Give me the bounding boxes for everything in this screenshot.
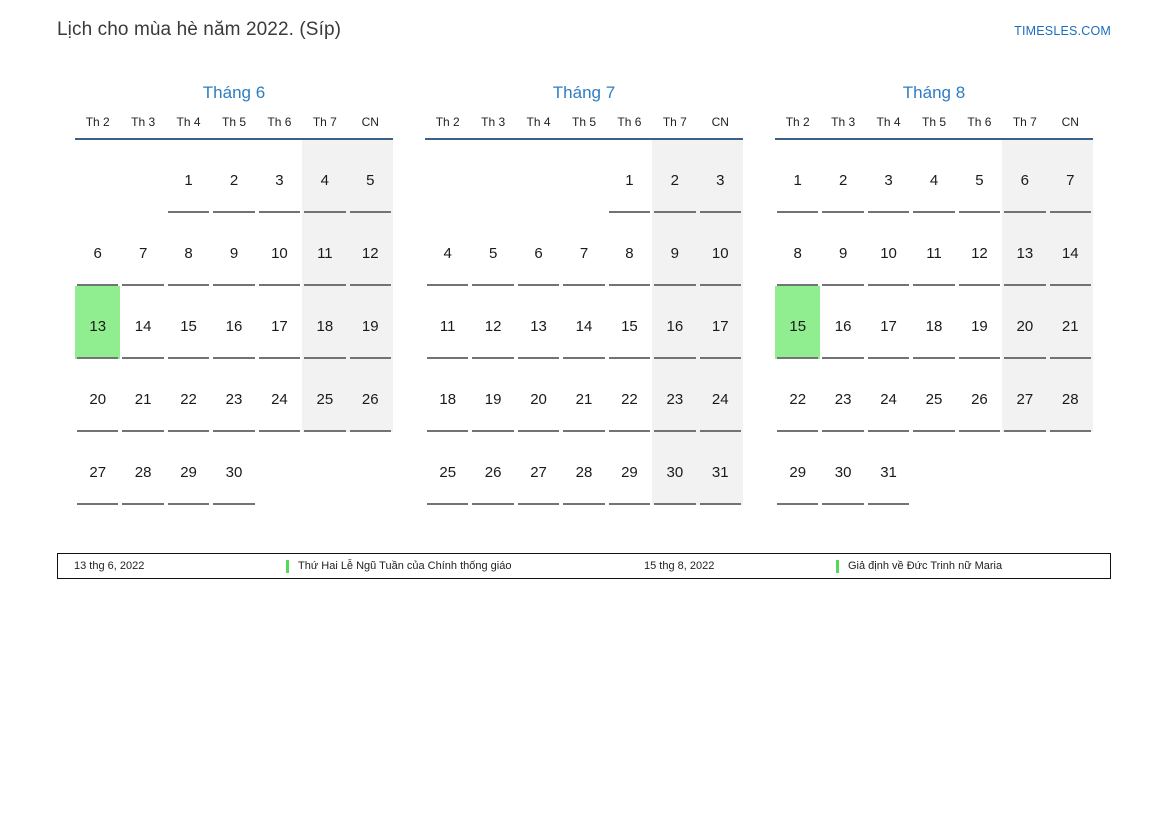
day-number: 29 <box>789 464 807 481</box>
day-number: 16 <box>225 318 243 335</box>
day-number: 19 <box>971 318 988 335</box>
day-cell <box>1048 286 1093 359</box>
day-cell <box>866 432 911 505</box>
month-grid <box>775 105 1093 505</box>
day-number: 13 <box>530 318 547 335</box>
day-number: 22 <box>180 391 197 408</box>
day-number: 4 <box>929 172 939 189</box>
weekday-header: Th 3 <box>131 115 156 129</box>
day-number: 16 <box>666 318 684 335</box>
day-number: 29 <box>180 464 197 481</box>
day-cell <box>1048 213 1093 286</box>
day-number: 27 <box>530 464 547 481</box>
page-header <box>0 0 1169 41</box>
day-cell <box>470 286 515 359</box>
legend-event <box>286 560 644 573</box>
day-number: 12 <box>361 245 379 262</box>
day-cell <box>957 359 1002 432</box>
day-number: 8 <box>625 245 634 262</box>
day-number: 22 <box>621 391 638 408</box>
day-number: 26 <box>484 464 502 481</box>
weekday-header: Th 5 <box>571 115 596 129</box>
day-cell <box>425 432 470 505</box>
day-cell <box>75 213 120 286</box>
day-number: 4 <box>443 245 452 262</box>
day-number: 15 <box>789 318 807 335</box>
month-title: Tháng 8 <box>902 83 966 102</box>
day-cell <box>1048 359 1093 432</box>
day-number: 2 <box>838 172 848 189</box>
day-cell-highlighted <box>75 286 120 359</box>
day-cell <box>607 432 652 505</box>
day-number: 1 <box>793 172 802 189</box>
day-cell <box>1002 286 1047 359</box>
day-number: 23 <box>666 391 684 408</box>
day-number: 10 <box>880 245 897 262</box>
weekday-header: Th 7 <box>312 115 337 129</box>
day-number: 6 <box>1020 172 1030 189</box>
day-cell <box>957 213 1002 286</box>
day-cell <box>120 432 165 505</box>
day-cell <box>957 286 1002 359</box>
day-number: 17 <box>880 318 897 335</box>
day-cell <box>211 432 256 505</box>
day-number: 31 <box>711 464 729 481</box>
day-cell <box>652 286 697 359</box>
day-cell <box>120 213 165 286</box>
day-cell <box>698 359 743 432</box>
day-number: 1 <box>625 172 634 189</box>
day-cell-empty <box>516 140 561 213</box>
day-number: 7 <box>138 245 148 262</box>
day-number: 2 <box>670 172 680 189</box>
month-calendar <box>75 81 393 505</box>
weekday-header: Th 2 <box>85 115 110 129</box>
day-cell <box>425 359 470 432</box>
day-cell-empty <box>911 432 956 505</box>
day-cell <box>607 359 652 432</box>
day-number: 30 <box>225 464 243 481</box>
weekday-header: Th 6 <box>267 115 292 129</box>
day-cell <box>698 213 743 286</box>
weekday-header: Th 7 <box>1012 115 1037 129</box>
day-number: 18 <box>925 318 943 335</box>
day-number: 27 <box>89 464 107 481</box>
day-cell <box>820 213 865 286</box>
day-cell <box>607 140 652 213</box>
legend-date: 15 thg 8, 2022 <box>644 560 715 572</box>
day-cell <box>302 140 347 213</box>
day-number: 19 <box>361 318 379 335</box>
day-cell <box>470 432 515 505</box>
day-cell <box>652 140 697 213</box>
weekday-header: Th 6 <box>967 115 992 129</box>
day-cell <box>775 140 820 213</box>
day-number: 19 <box>484 391 502 408</box>
day-cell <box>607 286 652 359</box>
day-cell <box>120 286 165 359</box>
day-cell-empty <box>302 432 347 505</box>
day-number: 11 <box>317 245 333 262</box>
day-cell-empty <box>425 140 470 213</box>
month-title: Tháng 6 <box>202 83 266 102</box>
day-number: 30 <box>666 464 684 481</box>
day-number: 9 <box>229 245 239 262</box>
day-number: 2 <box>229 172 239 189</box>
day-cell <box>348 286 393 359</box>
weekday-header: Th 5 <box>221 115 246 129</box>
day-cell-highlighted <box>775 286 820 359</box>
legend-event-label: Thứ Hai Lễ Ngũ Tuần của Chính thống giáo <box>298 560 512 572</box>
day-number: 16 <box>834 318 852 335</box>
day-number: 15 <box>180 318 197 335</box>
day-number: 18 <box>439 391 457 408</box>
day-cell <box>652 432 697 505</box>
day-cell <box>561 359 606 432</box>
day-cell <box>516 432 561 505</box>
month-calendar <box>425 81 743 505</box>
legend-date: 13 thg 6, 2022 <box>74 560 145 572</box>
day-cell <box>866 213 911 286</box>
day-number: 27 <box>1016 391 1034 408</box>
day-cell <box>561 213 606 286</box>
day-number: 11 <box>926 245 942 262</box>
day-number: 12 <box>971 245 988 262</box>
day-cell <box>211 213 256 286</box>
day-number: 18 <box>316 318 334 335</box>
day-number: 20 <box>1016 318 1034 335</box>
day-cell <box>911 286 956 359</box>
day-cell <box>957 140 1002 213</box>
day-cell <box>257 213 302 286</box>
day-cell-empty <box>957 432 1002 505</box>
day-number: 25 <box>925 391 943 408</box>
day-cell <box>166 213 211 286</box>
day-cell <box>470 213 515 286</box>
day-cell <box>470 359 515 432</box>
day-cell <box>516 213 561 286</box>
day-number: 4 <box>320 172 330 189</box>
legend-box <box>57 553 1111 579</box>
month-grid <box>425 105 743 505</box>
day-cell-empty <box>75 140 120 213</box>
day-cell <box>257 140 302 213</box>
weekday-header: Th 4 <box>876 115 901 129</box>
day-cell <box>911 213 956 286</box>
weekday-header: Th 4 <box>176 115 201 129</box>
day-cell <box>75 432 120 505</box>
day-cell <box>120 359 165 432</box>
day-cell-empty <box>348 432 393 505</box>
day-number: 13 <box>89 318 107 335</box>
day-number: 13 <box>1016 245 1034 262</box>
day-number: 12 <box>484 318 502 335</box>
day-number: 28 <box>575 464 593 481</box>
day-number: 14 <box>134 318 152 335</box>
day-cell <box>1002 213 1047 286</box>
day-cell <box>257 359 302 432</box>
day-number: 22 <box>789 391 807 408</box>
day-cell <box>1002 359 1047 432</box>
weekday-header: CN <box>1061 115 1079 129</box>
day-number: 7 <box>1066 172 1075 189</box>
legend-marker-icon <box>836 560 839 573</box>
day-cell-empty <box>257 432 302 505</box>
day-number: 5 <box>366 172 375 189</box>
day-number: 15 <box>621 318 638 335</box>
day-cell <box>866 140 911 213</box>
day-cell <box>775 213 820 286</box>
day-cell <box>911 140 956 213</box>
day-number: 8 <box>184 245 193 262</box>
day-cell <box>820 140 865 213</box>
day-cell <box>166 286 211 359</box>
weekday-header: Th 3 <box>831 115 856 129</box>
day-cell <box>561 286 606 359</box>
day-cell <box>166 359 211 432</box>
day-cell <box>348 140 393 213</box>
day-cell <box>516 286 561 359</box>
day-number: 5 <box>488 245 498 262</box>
day-number: 24 <box>271 391 288 408</box>
day-number: 24 <box>711 391 729 408</box>
day-cell <box>561 432 606 505</box>
day-number: 23 <box>834 391 852 408</box>
day-number: 26 <box>971 391 988 408</box>
day-number: 20 <box>89 391 107 408</box>
day-number: 17 <box>711 318 729 335</box>
weekday-header: Th 2 <box>785 115 810 129</box>
day-cell <box>866 359 911 432</box>
weekday-header: Th 5 <box>921 115 946 129</box>
day-number: 29 <box>621 464 638 481</box>
page-title: Lịch cho mùa hè năm 2022. (Síp) <box>57 19 342 40</box>
day-number: 6 <box>93 245 102 262</box>
day-cell <box>698 140 743 213</box>
day-cell <box>516 359 561 432</box>
day-number: 30 <box>834 464 852 481</box>
day-cell <box>166 432 211 505</box>
day-cell <box>302 213 347 286</box>
legend-event-label: Giả định về Đức Trinh nữ Maria <box>848 560 1003 572</box>
day-cell <box>348 213 393 286</box>
day-cell <box>75 359 120 432</box>
day-cell <box>820 286 865 359</box>
day-number: 14 <box>1061 245 1079 262</box>
day-number: 21 <box>134 391 152 408</box>
month-calendar <box>775 81 1093 505</box>
day-number: 25 <box>439 464 457 481</box>
day-number: 25 <box>316 391 334 408</box>
day-number: 10 <box>711 245 729 262</box>
day-number: 9 <box>670 245 680 262</box>
site-link[interactable]: TIMESLES.COM <box>1014 24 1111 38</box>
day-cell <box>652 359 697 432</box>
weekday-header: Th 7 <box>662 115 687 129</box>
day-number: 21 <box>1061 318 1079 335</box>
day-cell <box>911 359 956 432</box>
day-cell <box>775 359 820 432</box>
day-number: 26 <box>361 391 379 408</box>
day-cell <box>866 286 911 359</box>
day-cell <box>698 286 743 359</box>
day-number: 17 <box>271 318 288 335</box>
day-cell <box>211 359 256 432</box>
day-number: 14 <box>575 318 593 335</box>
day-number: 21 <box>575 391 593 408</box>
day-cell <box>257 286 302 359</box>
day-number: 28 <box>1061 391 1079 408</box>
month-grid <box>75 105 393 505</box>
day-cell <box>775 432 820 505</box>
calendars-row <box>75 81 1169 505</box>
legend-marker-icon <box>286 560 289 573</box>
day-cell-empty <box>470 140 515 213</box>
day-number: 9 <box>838 245 848 262</box>
day-number: 24 <box>880 391 897 408</box>
day-number: 6 <box>534 245 543 262</box>
day-cell-empty <box>120 140 165 213</box>
day-cell <box>302 359 347 432</box>
day-cell <box>1048 140 1093 213</box>
day-cell <box>348 359 393 432</box>
day-cell <box>211 286 256 359</box>
day-number: 5 <box>975 172 984 189</box>
day-cell <box>652 213 697 286</box>
day-number: 31 <box>880 464 897 481</box>
weekday-header: CN <box>711 115 729 129</box>
day-cell <box>820 359 865 432</box>
weekday-header: Th 3 <box>481 115 506 129</box>
day-cell <box>425 286 470 359</box>
weekday-header: Th 4 <box>526 115 551 129</box>
day-cell <box>698 432 743 505</box>
day-number: 3 <box>884 172 893 189</box>
day-cell <box>425 213 470 286</box>
day-cell <box>302 286 347 359</box>
day-number: 20 <box>530 391 547 408</box>
day-cell-empty <box>561 140 606 213</box>
day-cell <box>820 432 865 505</box>
day-number: 7 <box>579 245 589 262</box>
weekday-header: CN <box>361 115 379 129</box>
weekday-header: Th 2 <box>435 115 460 129</box>
day-cell <box>211 140 256 213</box>
day-number: 3 <box>716 172 725 189</box>
day-cell <box>166 140 211 213</box>
weekday-header: Th 6 <box>617 115 642 129</box>
day-cell <box>607 213 652 286</box>
day-number: 1 <box>184 172 193 189</box>
day-cell-empty <box>1002 432 1047 505</box>
day-cell-empty <box>1048 432 1093 505</box>
legend-event <box>836 560 1110 573</box>
day-number: 23 <box>225 391 243 408</box>
day-number: 11 <box>439 318 456 335</box>
day-number: 10 <box>271 245 288 262</box>
day-number: 28 <box>134 464 152 481</box>
day-number: 8 <box>793 245 802 262</box>
month-title: Tháng 7 <box>552 83 616 102</box>
day-cell <box>1002 140 1047 213</box>
day-number: 3 <box>275 172 284 189</box>
